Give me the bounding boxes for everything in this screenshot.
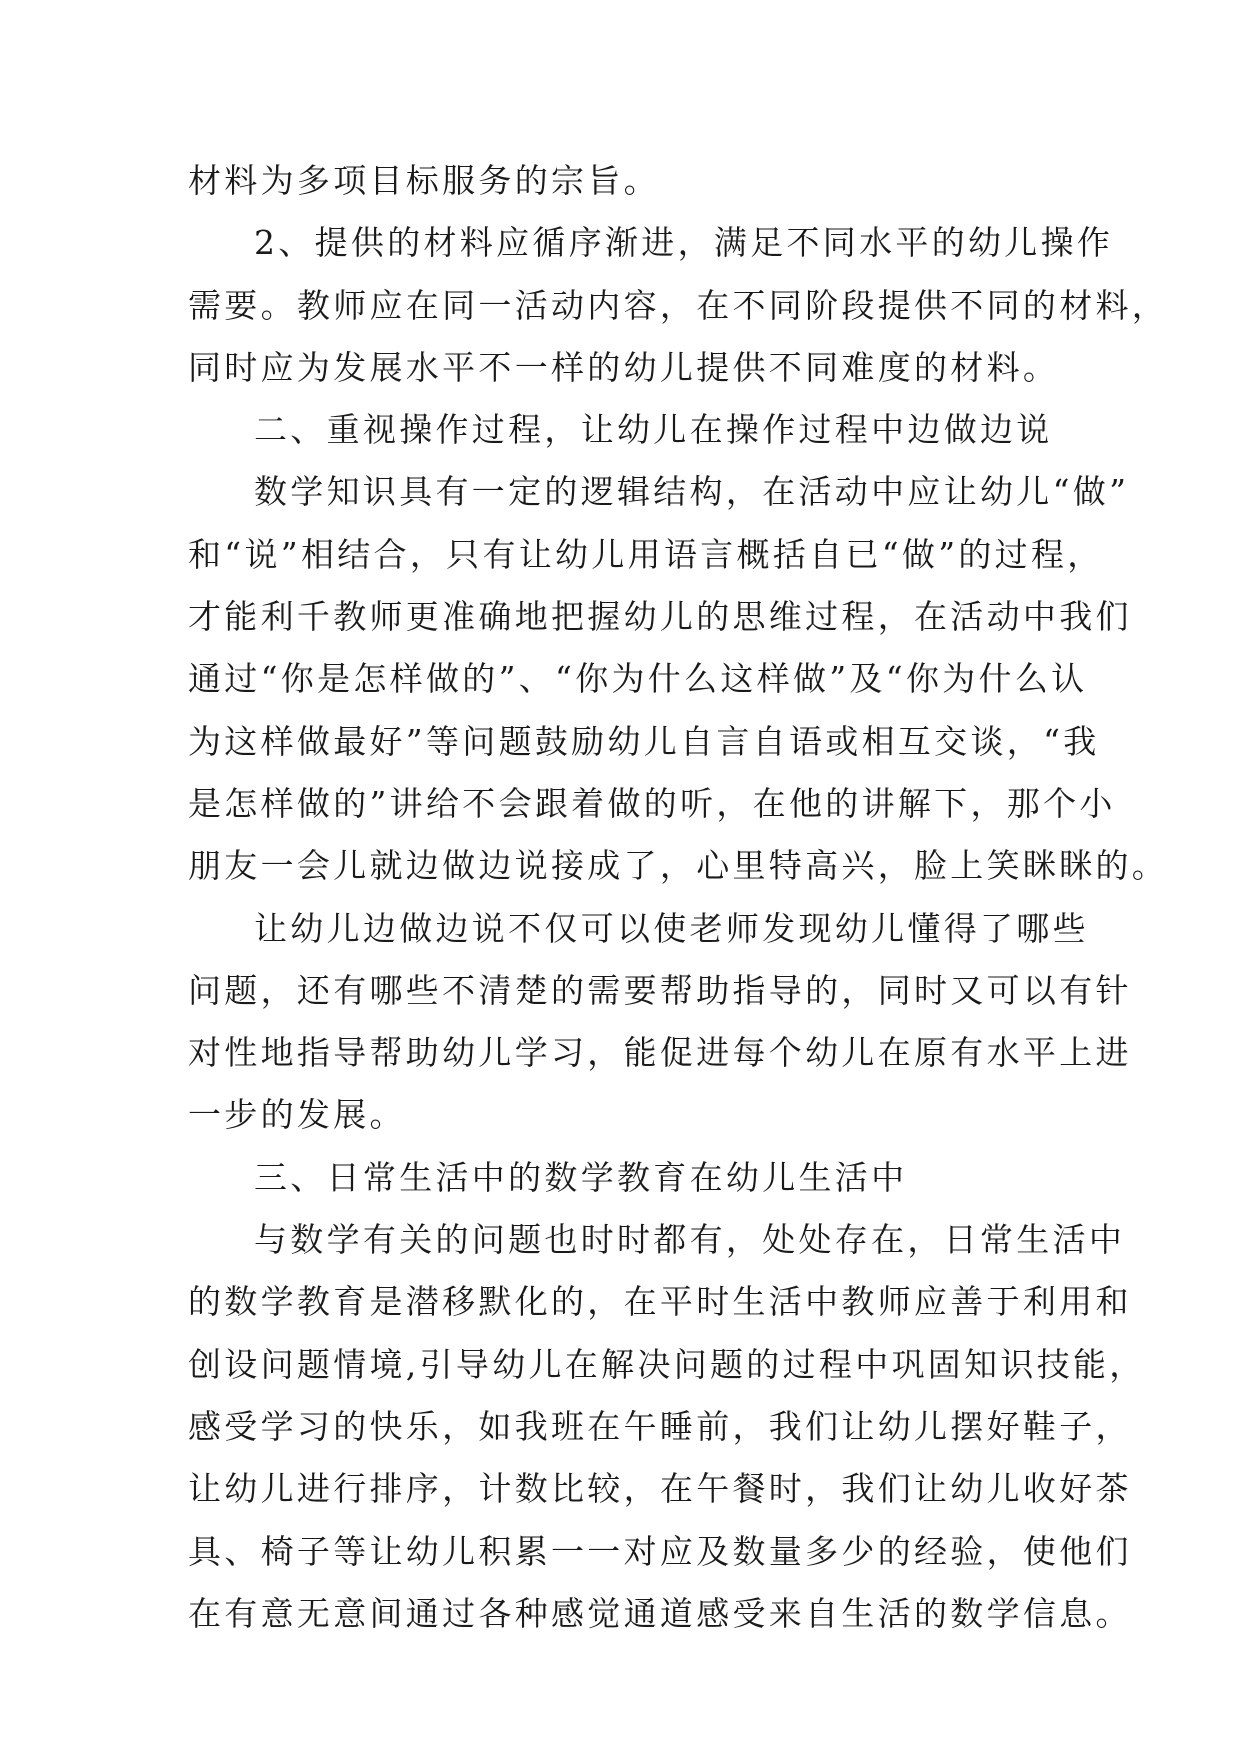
text-line: 在有意无意间通过各种感觉通道感受来自生活的数学信息。	[188, 1593, 1132, 1633]
text-line: 数学知识具有一定的逻辑结构，在活动中应让幼儿“做”	[254, 472, 1130, 512]
text-line: 为这样做最好”等问题鼓励幼儿自言自语或相互交谈，“我	[188, 721, 1100, 761]
text-line: 创设问题情境,引导幼儿在解决问题的过程中巩固知识技能，	[188, 1344, 1146, 1384]
text-line: 问题，还有哪些不清楚的需要帮助指导的，同时又可以有针	[188, 970, 1132, 1010]
text-line: 让幼儿进行排序，计数比较，在午餐时，我们让幼儿收好茶	[188, 1469, 1132, 1509]
text-line: 同时应为发展水平不一样的幼儿提供不同难度的材料。	[188, 347, 1060, 387]
text-line: 需要。教师应在同一活动内容，在不同阶段提供不同的材料，	[188, 285, 1169, 325]
text-line: 感受学习的快乐，如我班在午睡前，我们让幼儿摆好鞋子，	[188, 1406, 1132, 1446]
text-line: 2、提供的材料应循序渐进，满足不同水平的幼儿操作	[254, 223, 1114, 263]
section-heading: 二、重视操作过程，让幼儿在操作过程中边做边说	[254, 410, 1053, 450]
text-line: 是怎样做的”讲给不会跟着做的听，在他的讲解下，那个小	[188, 783, 1116, 823]
text-line: 对性地指导帮助幼儿学习，能促进每个幼儿在原有水平上进	[188, 1033, 1132, 1073]
text-line: 一步的发展。	[188, 1095, 406, 1135]
text-line: 的数学教育是潜移默化的，在平时生活中教师应善于利用和	[188, 1282, 1132, 1322]
document-body	[188, 150, 1169, 1645]
text-line: 朋友一会儿就边做边说接成了，心里特高兴，脸上笑眯眯的。	[188, 846, 1169, 886]
text-line: 具、椅子等让幼儿积累一一对应及数量多少的经验，使他们	[188, 1531, 1132, 1571]
text-line: 材料为多项目标服务的宗旨。	[188, 161, 660, 200]
text-line: 才能利千教师更准确地把握幼儿的思维过程，在活动中我们	[188, 597, 1132, 637]
text-line: 通过“你是怎样做的”、“你为什么这样做”及“你为什么认	[188, 659, 1088, 699]
section-heading: 三、日常生活中的数学教育在幼儿生活中	[254, 1157, 908, 1197]
text-line: 与数学有关的问题也时时都有，处处存在，日常生活中	[254, 1220, 1126, 1260]
text-line: 和“说”相结合，只有让幼儿用语言概括自已“做”的过程，	[188, 534, 1104, 574]
text-line: 让幼儿边做边说不仅可以使老师发现幼儿懂得了哪些	[254, 908, 1089, 948]
